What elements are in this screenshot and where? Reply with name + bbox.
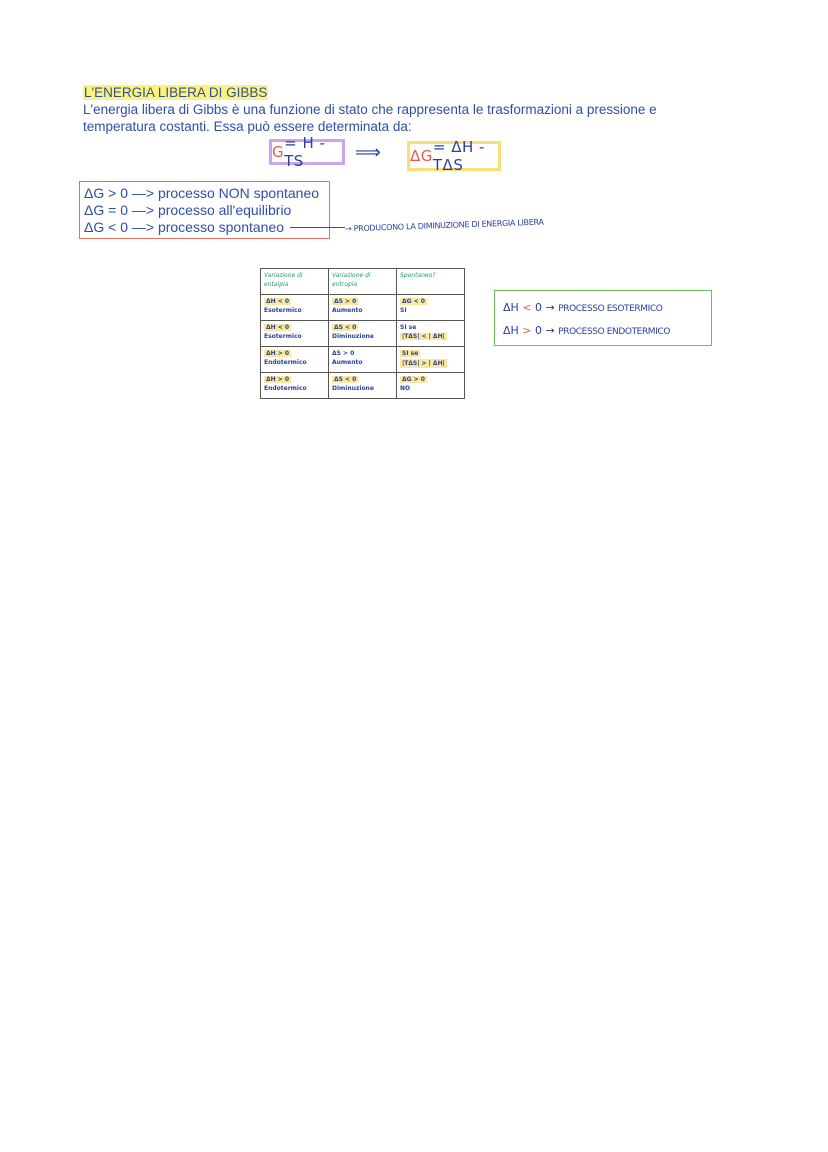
condition-positive: ΔG > 0 —> processo NON spontaneo — [84, 185, 320, 201]
table-row — [261, 321, 465, 347]
gibbs-rhs: = H - TS — [284, 134, 326, 170]
header-spontaneous: Spontaneo? — [397, 269, 465, 295]
cell-bottom: |TΔS| < | ΔH| — [402, 333, 445, 340]
cell-bottom: Diminuzione — [332, 333, 374, 340]
cell-bottom: Esotermico — [264, 333, 302, 340]
cell-bottom: Aumento — [332, 359, 363, 366]
document-title: L'ENERGIA LIBERA DI GIBBS — [84, 85, 268, 100]
cell-bottom: NO — [400, 385, 411, 392]
note-text: PROCESSO ESOTERMICO — [558, 304, 663, 314]
cell-top: ΔH > 0 — [266, 350, 290, 357]
gibbs-spontaneity-table — [260, 268, 465, 399]
cell-top: ΔH < 0 — [266, 324, 290, 331]
table-cell — [329, 373, 397, 399]
table-cell — [397, 347, 465, 373]
cell-bottom: Esotermico — [264, 307, 302, 314]
cell-top: ΔG > 0 — [402, 376, 425, 383]
implies-arrow-icon: ⟹ — [355, 142, 381, 163]
header-enthalpy: Variazione di entalpia — [261, 269, 329, 295]
note-text: PROCESSO ENDOTERMICO — [558, 327, 670, 337]
handwritten-note: → PRODUCONO LA DIMINUZIONE DI ENERGIA LIBERA — [344, 217, 544, 234]
table-cell — [261, 295, 329, 321]
table-row — [261, 347, 465, 373]
table-cell — [329, 347, 397, 373]
header-entropy: Variazione di entropia — [329, 269, 397, 295]
condition-negative: ΔG < 0 —> processo spontaneo — [84, 219, 285, 235]
gibbs-g: G — [272, 143, 285, 161]
gibbs-formula-box — [269, 134, 345, 170]
cell-top: ΔH < 0 — [266, 298, 290, 305]
cell-top: ΔS < 0 — [334, 376, 357, 383]
cell-bottom: Aumento — [332, 307, 363, 314]
note-value: 0 — [535, 324, 543, 337]
table-cell — [329, 295, 397, 321]
note-prefix: ΔH — [503, 301, 519, 314]
cell-top: ΔS > 0 — [334, 298, 357, 305]
cell-top: ΔS < 0 — [334, 324, 357, 331]
table-row — [261, 373, 465, 399]
table-cell — [329, 321, 397, 347]
table-cell — [261, 373, 329, 399]
delta-g: ΔG — [410, 147, 433, 165]
table-row — [261, 295, 465, 321]
note-prefix: ΔH — [503, 324, 519, 337]
cell-bottom: Endotermico — [264, 385, 307, 392]
condition-zero: ΔG = 0 —> processo all'equilibrio — [84, 202, 292, 218]
endothermic-note — [503, 320, 711, 343]
cell-bottom: Diminuzione — [332, 385, 374, 392]
enthalpy-notes-box — [494, 290, 712, 346]
cell-bottom: |TΔS| > | ΔH| — [402, 360, 445, 367]
cell-top: SI se — [402, 350, 419, 357]
table-cell — [397, 373, 465, 399]
cell-top: ΔH > 0 — [266, 376, 290, 383]
cell-top: SI se — [400, 324, 417, 331]
cell-top: ΔS > 0 — [332, 350, 355, 357]
table-cell — [397, 321, 465, 347]
right-arrow-icon: → — [545, 324, 555, 337]
note-sign: > — [522, 324, 532, 337]
spontaneity-conditions-box — [79, 181, 330, 239]
right-arrow-icon: → — [545, 301, 555, 314]
delta-rhs: = ΔH - TΔS — [432, 138, 485, 174]
pointer-arrow-line — [290, 227, 345, 228]
cell-bottom: SI — [400, 307, 407, 314]
note-sign: < — [522, 301, 532, 314]
table-cell — [261, 321, 329, 347]
cell-bottom: Endotermico — [264, 359, 307, 366]
exothermic-note — [503, 297, 711, 320]
delta-gibbs-formula-box — [407, 138, 501, 174]
table-cell — [397, 295, 465, 321]
table-header-row — [261, 269, 465, 295]
intro-paragraph: L'energia libera di Gibbs è una funzione di stato che rappresenta le trasformazioni a pressione e temperatura costanti. Essa può essere determinata da: — [83, 102, 657, 134]
table-cell — [261, 347, 329, 373]
note-value: 0 — [535, 301, 543, 314]
cell-top: ΔG < 0 — [402, 298, 425, 305]
